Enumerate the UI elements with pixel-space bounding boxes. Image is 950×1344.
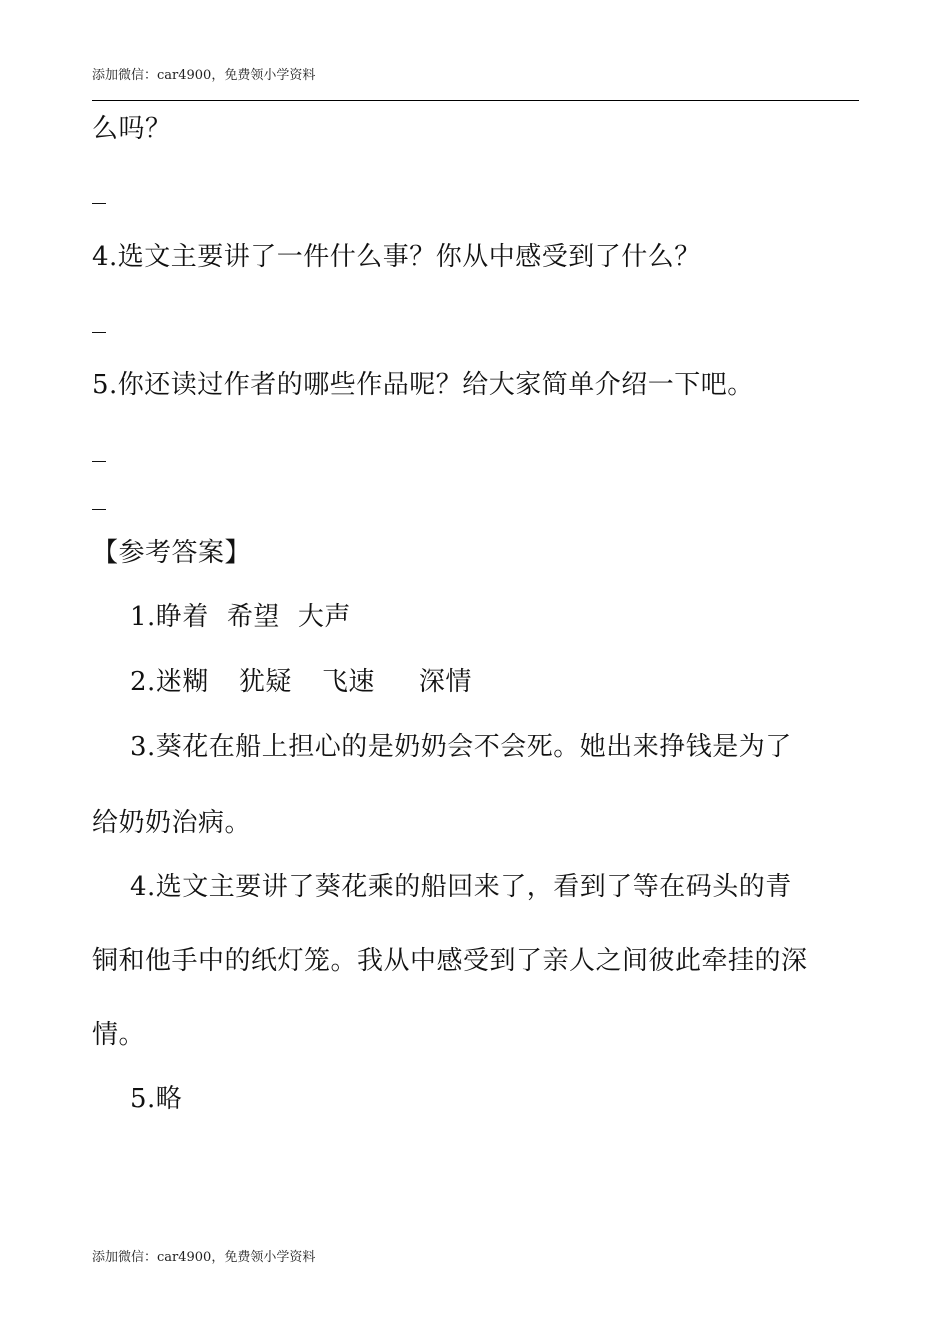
answer-blank-line [92,509,106,510]
answer-1-number: 1. [130,602,156,632]
answer-3-line-1: 3.葵花在船上担心的是奶奶会不会死。她出来挣钱是为了 [130,732,792,762]
answer-2-number: 2. [130,667,156,697]
answers-heading: 【参考答案】 [92,538,252,568]
answer-4-line-1: 4.选文主要讲了葵花乘的船回来了，看到了等在码头的青 [130,872,792,902]
answer-4-line-2: 铜和他手中的纸灯笼。我从中感受到了亲人之间彼此牵挂的深 [92,946,808,976]
answer-5: 5.略 [130,1084,183,1114]
answer-2-word: 深情 [418,667,472,697]
answer-blank-line [92,203,106,204]
header-rule [92,100,859,101]
answer-2-word: 犹疑 [238,667,292,697]
page-footer: 添加微信：car4900，免费领小学资料 [92,1250,316,1265]
question-5: 5.你还读过作者的哪些作品呢？给大家简单介绍一下吧。 [92,370,754,400]
answer-1 [130,600,351,634]
answer-1-word: 希望 [226,602,280,632]
answer-1-word: 睁着 [155,602,209,632]
question-3-tail: 么吗？ [92,114,172,144]
question-4: 4.选文主要讲了一件什么事？你从中感受到了什么？ [92,242,701,272]
answer-2 [130,665,472,699]
page-header: 添加微信：car4900，免费领小学资料 [92,68,316,83]
answer-3-line-2: 给奶奶治病。 [92,808,252,838]
answer-2-word: 迷糊 [155,667,209,697]
answer-blank-line [92,332,106,333]
answer-2-word: 飞速 [321,667,375,697]
answer-1-word: 大声 [297,602,351,632]
answer-4-line-3: 情。 [92,1020,146,1050]
answer-blank-line [92,461,106,462]
